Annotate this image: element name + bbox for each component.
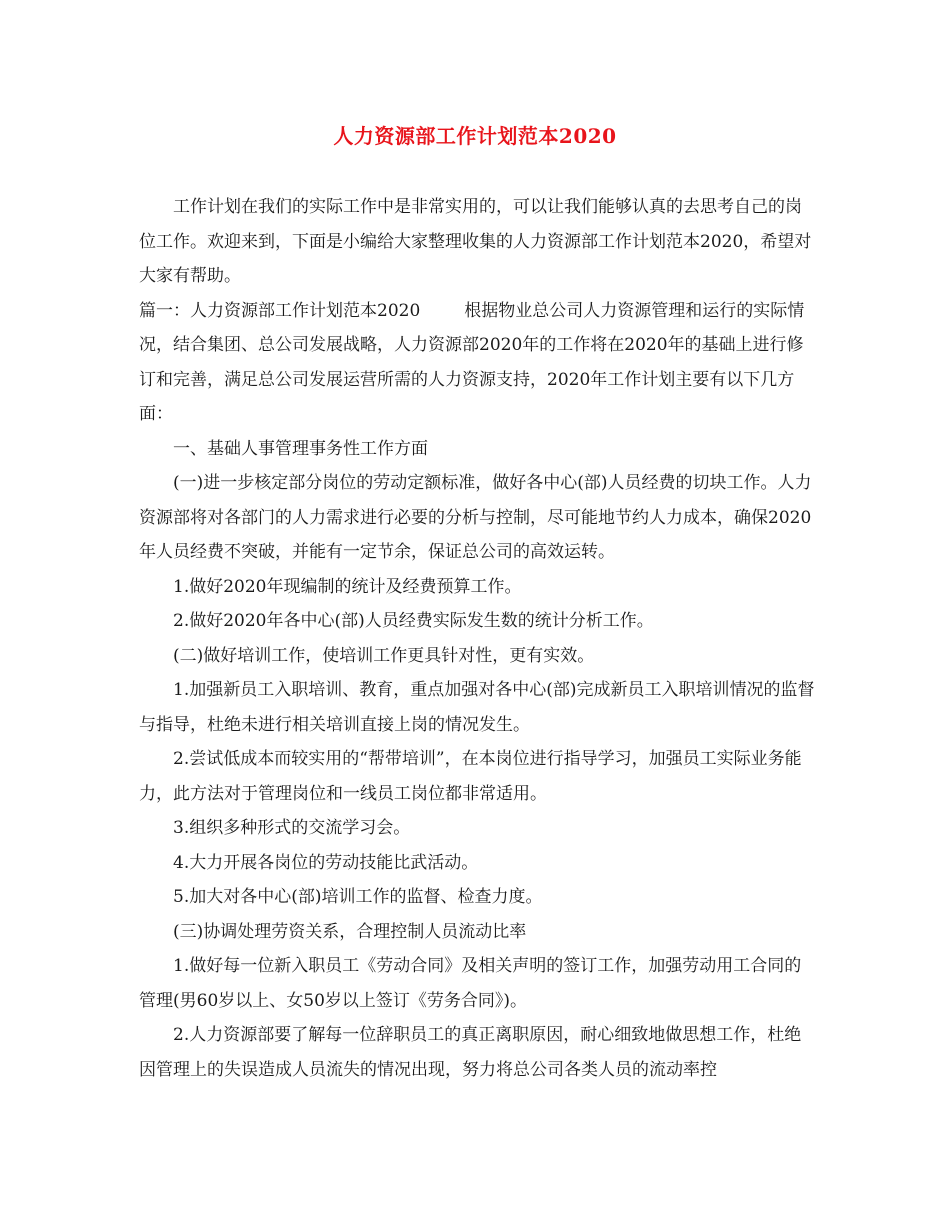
- intro-paragraph: 工作计划在我们的实际工作中是非常实用的，可以让我们能够认真的去思考自己的岗位工作。欢迎来到，下面是小编给大家整理收集的人力资源部工作计划范本2020，希望对大家有帮助。: [139, 197, 812, 286]
- paragraph: 4.大力开展各岗位的劳动技能比武活动。: [173, 852, 479, 873]
- document-body: [139, 190, 815, 1087]
- paragraph: 1.加强新员工入职培训、教育，重点加强对各中心(部)完成新员工入职培训情况的监督与指导，杜绝未进行相关培训直接上岗的情况发生。: [139, 680, 815, 735]
- paragraph: 2.尝试低成本而较实用的“帮带培训”，在本岗位进行指导学习，加强员工实际业务能力，此方法对于管理岗位和一线员工岗位都非常适用。: [139, 749, 802, 804]
- section-paragraph: [139, 294, 815, 432]
- section-intro: 根据物业总公司人力资源管理和运行的实际情况，结合集团、总公司发展战略，人力资源部2020年的工作将在2020年的基础上进行修订和完善，满足总公司发展运营所需的人力资源支持，2020年工作计划主要有以下几方面：: [139, 300, 805, 424]
- section-heading: 篇一：人力资源部工作计划范本2020: [139, 300, 421, 321]
- paragraph: 1.做好每一位新入职员工《劳动合同》及相关声明的签订工作，加强劳动用工合同的管理(男60岁以上、女50岁以上签订《劳务合同》)。: [139, 956, 802, 1011]
- paragraph: 5.加大对各中心(部)培训工作的监督、检查力度。: [173, 887, 543, 907]
- document-title: 人力资源部工作计划范本2020: [333, 124, 617, 148]
- paragraph: 3.组织多种形式的交流学习会。: [173, 818, 411, 838]
- paragraph: 1.做好2020年现编制的统计及经费预算工作。: [173, 576, 522, 597]
- paragraph: 2.人力资源部要了解每一位辞职员工的真正离职原因，耐心细致地做思想工作，杜绝因管理上的失误造成人员流失的情况出现，努力将总公司各类人员的流动率控: [139, 1025, 802, 1080]
- paragraph: (三)协调处理劳资关系，合理控制人员流动比率: [173, 921, 527, 942]
- paragraph: 2.做好2020年各中心(部)人员经费实际发生数的统计分析工作。: [173, 611, 654, 631]
- paragraph: (一)进一步核定部分岗位的劳动定额标准，做好各中心(部)人员经费的切块工作。人力资源部将对各部门的人力需求进行必要的分析与控制，尽可能地节约人力成本，确保2020年人员经费不突破，并能有一定节余，保证总公司的高效运转。: [139, 473, 812, 562]
- paragraph: (二)做好培训工作，使培训工作更具针对性，更有实效。: [173, 645, 595, 666]
- paragraph: 一、基础人事管理事务性工作方面: [173, 438, 428, 459]
